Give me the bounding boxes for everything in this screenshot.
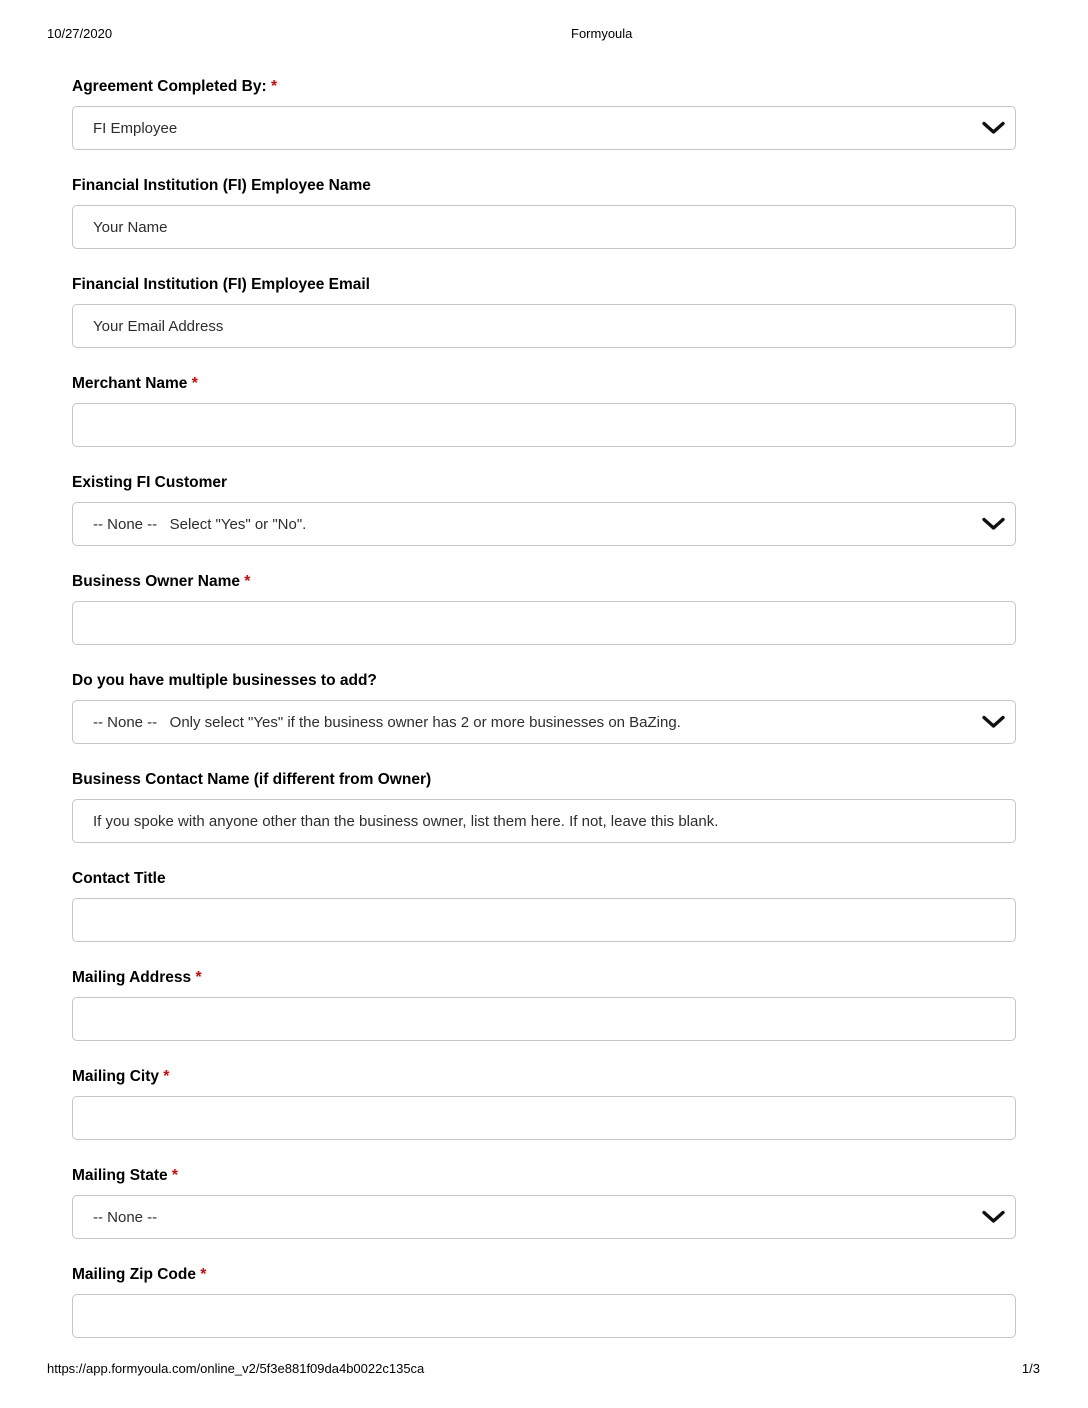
business-owner-name-input[interactable] — [72, 601, 1016, 645]
agreement-completed-by-selected-value: FI Employee — [93, 119, 178, 137]
chevron-down-icon — [982, 716, 1005, 729]
field-label — [72, 276, 1016, 294]
field-label-text: Financial Institution (FI) Employee Name — [72, 177, 371, 194]
field-mailing-city — [72, 1068, 1016, 1140]
field-label — [72, 870, 1016, 888]
field-mailing-state — [72, 1167, 1016, 1239]
field-business-owner-name — [72, 573, 1016, 645]
field-label — [72, 1068, 1016, 1086]
field-label-text: Business Owner Name — [72, 573, 240, 590]
field-mailing-zip-code — [72, 1266, 1016, 1338]
form — [72, 78, 1016, 1365]
mailing-address-input[interactable] — [72, 997, 1016, 1041]
field-label — [72, 1266, 1016, 1284]
field-label-text: Do you have multiple businesses to add? — [72, 672, 377, 689]
merchant-name-input[interactable] — [72, 403, 1016, 447]
field-label — [72, 672, 1016, 690]
multiple-businesses-selected-value: -- None -- Only select "Yes" if the business owner has 2 or more businesses on BaZing. — [93, 713, 681, 731]
print-header-title: Formyoula — [571, 26, 633, 41]
required-asterisk: * — [239, 573, 251, 590]
required-asterisk: * — [187, 375, 198, 392]
field-label — [72, 177, 1016, 195]
field-fi-employee-name — [72, 177, 1016, 249]
field-label — [72, 375, 1016, 393]
field-label — [72, 474, 1016, 492]
field-label-text: Contact Title — [72, 870, 166, 887]
field-label-text: Mailing Address — [72, 969, 192, 986]
field-label-text: Agreement Completed By: — [72, 78, 267, 95]
existing-fi-customer-select[interactable] — [72, 502, 1016, 546]
field-label-text: Financial Institution (FI) Employee Email — [72, 276, 370, 293]
chevron-down-icon — [982, 1211, 1005, 1224]
field-mailing-address — [72, 969, 1016, 1041]
field-business-contact-name — [72, 771, 1016, 843]
print-footer-page-number: 1/3 — [1021, 1361, 1040, 1376]
field-label — [72, 573, 1016, 591]
fi-employee-name-input[interactable] — [72, 205, 1016, 249]
print-header-date: 10/27/2020 — [47, 26, 113, 41]
contact-title-input[interactable] — [72, 898, 1016, 942]
agreement-completed-by-select[interactable] — [72, 106, 1016, 150]
required-asterisk: * — [266, 78, 277, 95]
field-label-text: Mailing State — [72, 1167, 168, 1184]
field-label — [72, 1167, 1016, 1185]
required-asterisk: * — [191, 969, 202, 986]
field-label-text: Mailing City — [72, 1068, 159, 1085]
fi-employee-email-input[interactable] — [72, 304, 1016, 348]
print-footer-url: https://app.formyoula.com/online_v2/5f3e881f09da4b0022c135ca — [47, 1361, 425, 1376]
field-agreement-completed-by — [72, 78, 1016, 150]
field-label — [72, 969, 1016, 987]
field-fi-employee-email — [72, 276, 1016, 348]
chevron-down-icon — [982, 122, 1005, 135]
required-asterisk: * — [196, 1266, 207, 1283]
field-label — [72, 78, 1016, 96]
required-asterisk: * — [167, 1167, 178, 1184]
mailing-state-select[interactable] — [72, 1195, 1016, 1239]
field-existing-fi-customer — [72, 474, 1016, 546]
mailing-city-input[interactable] — [72, 1096, 1016, 1140]
business-contact-name-input[interactable] — [72, 799, 1016, 843]
field-merchant-name — [72, 375, 1016, 447]
required-asterisk: * — [158, 1068, 170, 1085]
existing-fi-customer-selected-value: -- None -- Select "Yes" or "No". — [93, 515, 307, 533]
field-label — [72, 771, 1016, 789]
field-contact-title — [72, 870, 1016, 942]
multiple-businesses-select[interactable] — [72, 700, 1016, 744]
mailing-state-selected-value: -- None -- — [93, 1208, 158, 1226]
field-label-text: Merchant Name — [72, 375, 188, 392]
field-label-text: Existing FI Customer — [72, 474, 228, 491]
field-label-text: Mailing Zip Code — [72, 1266, 196, 1283]
mailing-zip-code-input[interactable] — [72, 1294, 1016, 1338]
field-multiple-businesses — [72, 672, 1016, 744]
field-label-text: Business Contact Name (if different from Owner) — [72, 771, 432, 788]
chevron-down-icon — [982, 518, 1005, 531]
